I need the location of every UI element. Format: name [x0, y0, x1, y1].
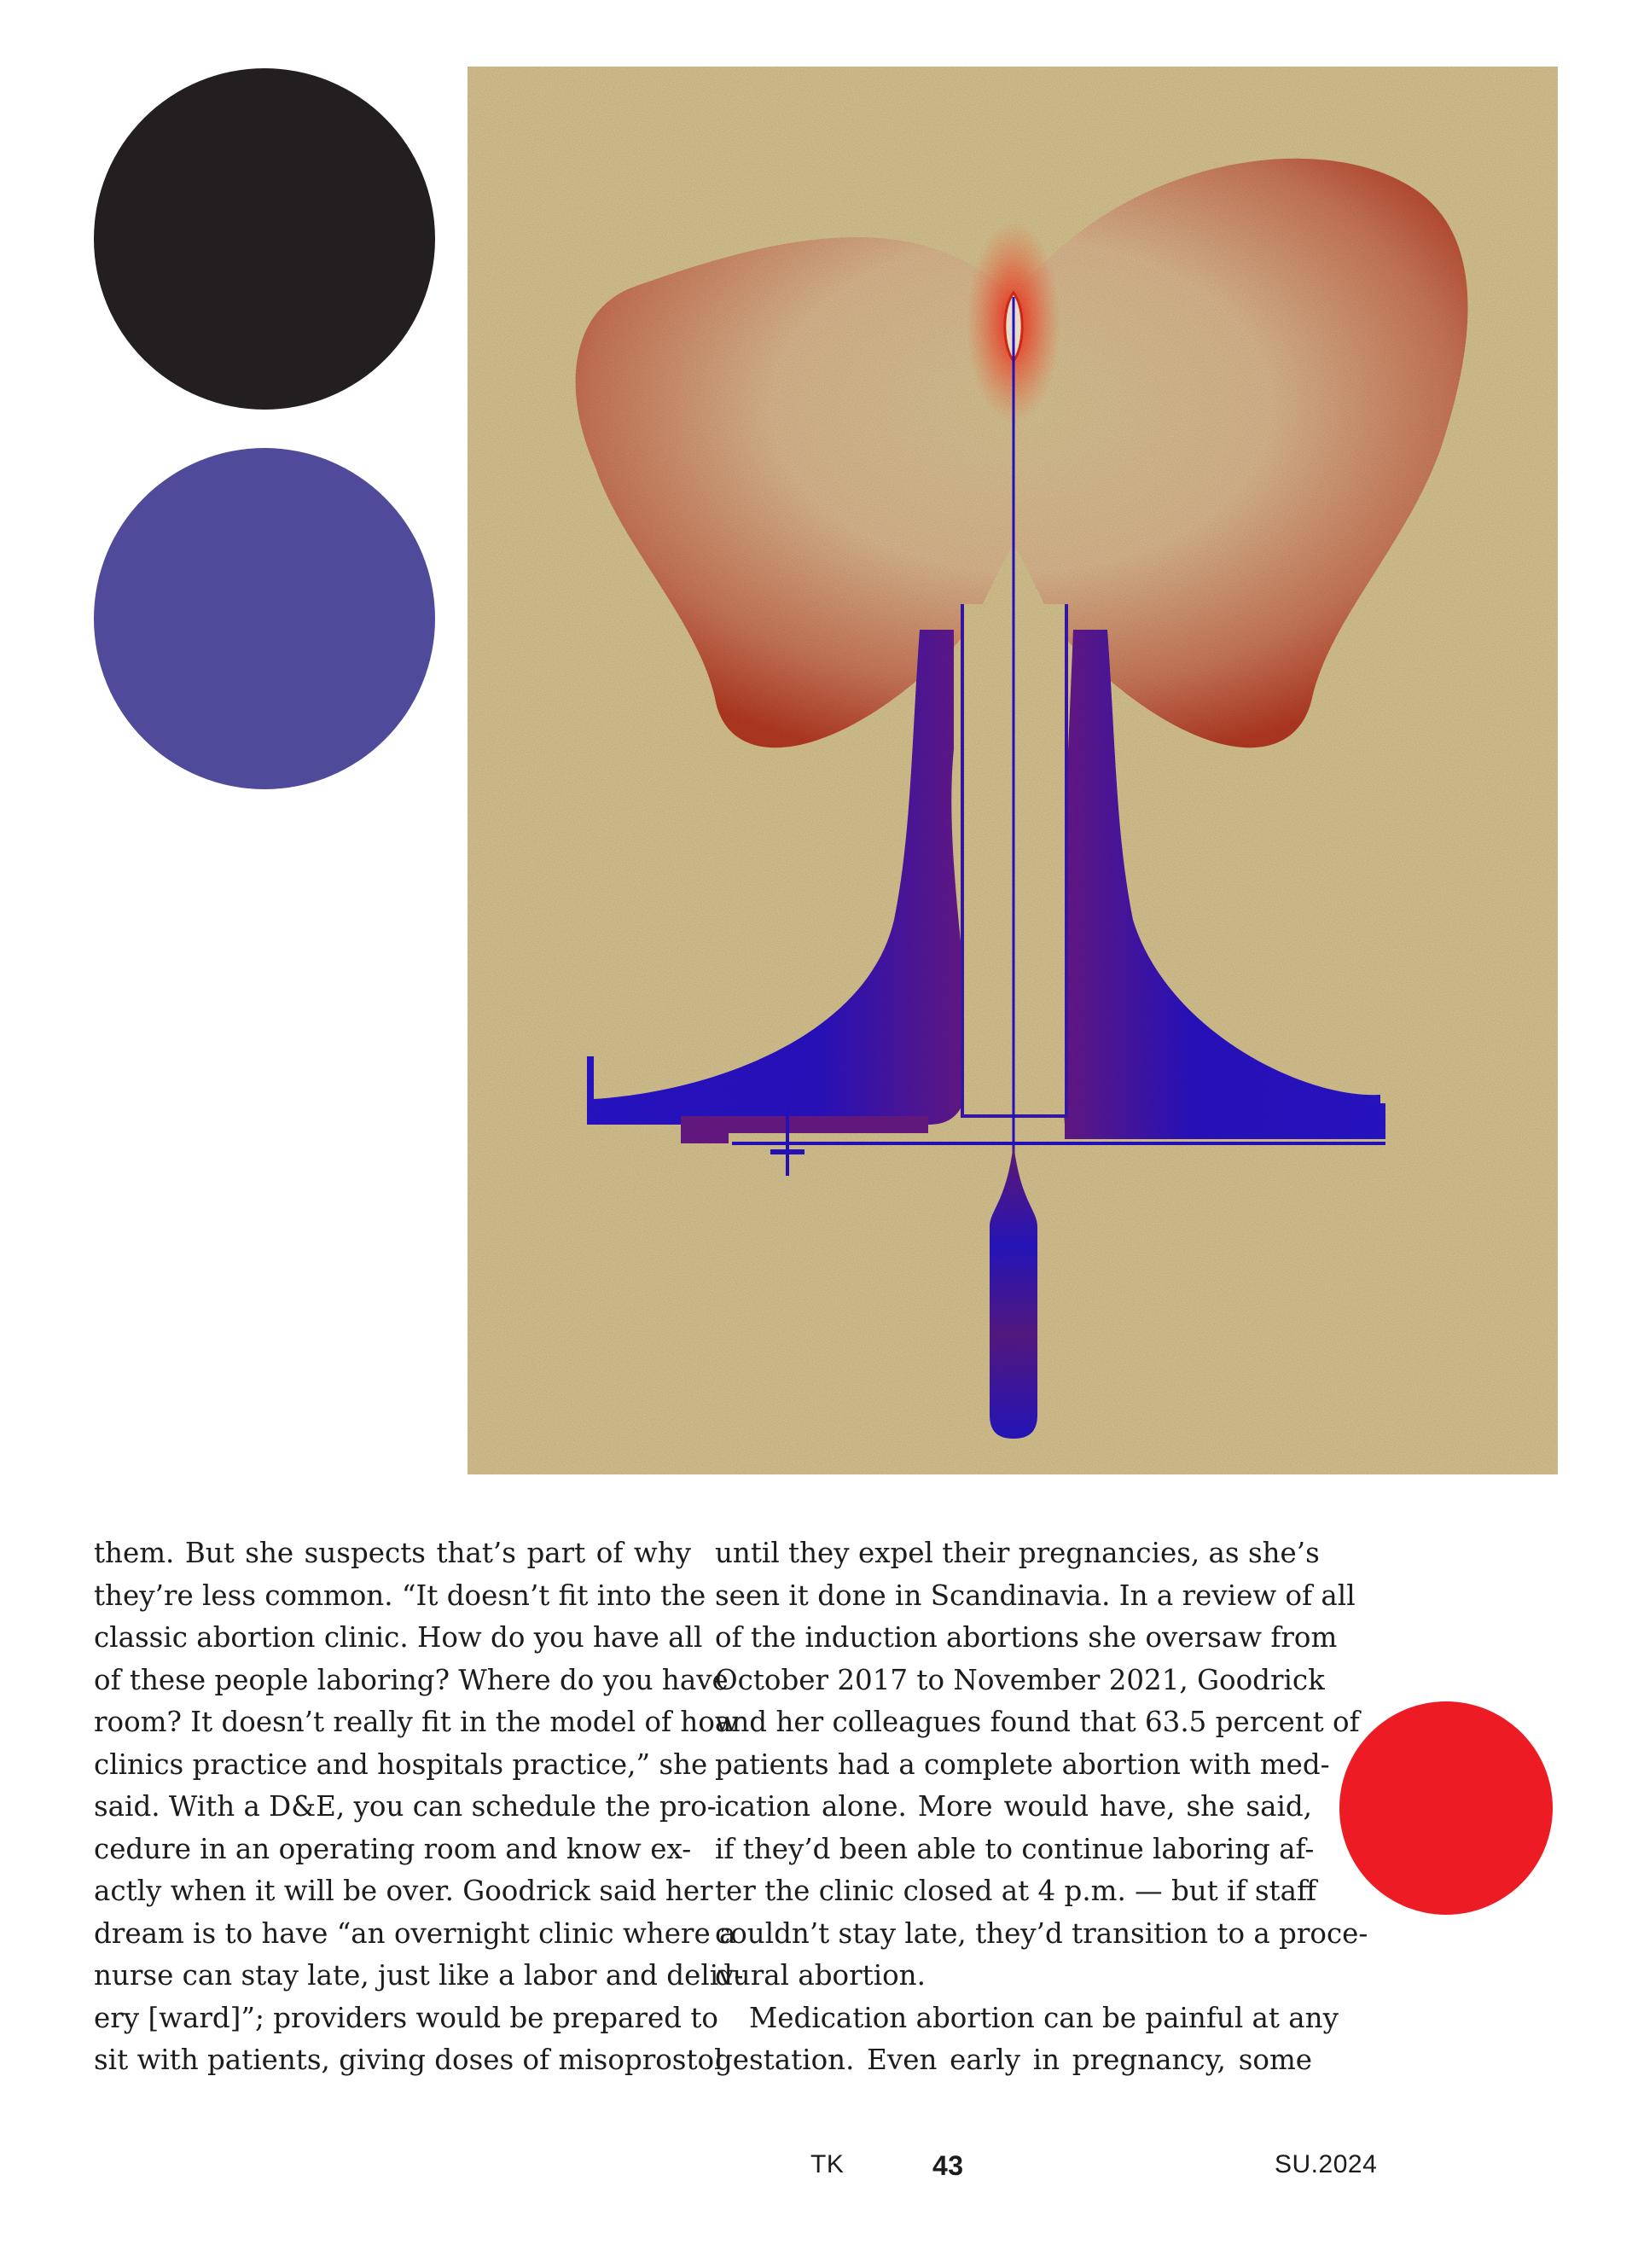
text-line: cedure in an operating room and know ex-: [94, 1832, 692, 1865]
text-line: couldn’t stay late, they’d transition to a proce-: [715, 1916, 1368, 1950]
text-line: classic abortion clinic. How do you have all: [94, 1621, 703, 1654]
purple-circle: [94, 448, 435, 789]
text-line: dream is to have “an overnight clinic where a: [94, 1916, 736, 1950]
footer-page-number: 43: [932, 2150, 964, 2181]
text-line: actly when it will be over. Goodrick said her: [94, 1875, 713, 1907]
red-circle: [1339, 1701, 1553, 1915]
text-line: if they’d been able to continue laboring af-: [715, 1832, 1315, 1865]
text-line: sit with patients, giving doses of misoprostol: [94, 2044, 723, 2076]
text-line: and her colleagues found that 63.5 percent of: [715, 1706, 1360, 1738]
footer-section: TK: [810, 2150, 845, 2178]
illustration: [468, 67, 1558, 1474]
text-line: nurse can stay late, just like a labor and deliv-: [94, 1959, 744, 1992]
text-line: patients had a complete abortion with med-: [715, 1748, 1330, 1781]
text-line: gestation. Even early in pregnancy, some: [715, 2044, 1312, 2076]
text-line: ery [ward]”; providers would be prepared to: [94, 2001, 718, 2034]
text-line: clinics practice and hospitals practice,” she: [94, 1748, 708, 1781]
article-column-left: [94, 1532, 744, 2082]
text-line: October 2017 to November 2021, Goodrick: [715, 1663, 1325, 1696]
text-line: ter the clinic closed at 4 p.m. — but if staff: [715, 1875, 1317, 1907]
text-line: said. With a D&E, you can schedule the pro-: [94, 1790, 717, 1823]
text-line: ication alone. More would have, she said,: [715, 1790, 1312, 1823]
article-column-right: [715, 1532, 1368, 2082]
text-line: of these people laboring? Where do you have: [94, 1663, 729, 1696]
black-circle: [94, 68, 435, 410]
text-line: seen it done in Scandinavia. In a review of all: [715, 1579, 1356, 1612]
text-line: of the induction abortions she oversaw from: [715, 1621, 1338, 1654]
text-line: they’re less common. “It doesn’t fit into the: [94, 1579, 706, 1612]
text-line: Medication abortion can be painful at any: [749, 2001, 1339, 2034]
text-line: them. But she suspects that’s part of why: [94, 1537, 691, 1569]
footer-issue: SU.2024: [1275, 2150, 1378, 2178]
text-line: until they expel their pregnancies, as she’s: [715, 1537, 1320, 1569]
text-line: room? It doesn’t really fit in the model of how: [94, 1706, 739, 1738]
text-line: dural abortion.: [715, 1959, 926, 1992]
